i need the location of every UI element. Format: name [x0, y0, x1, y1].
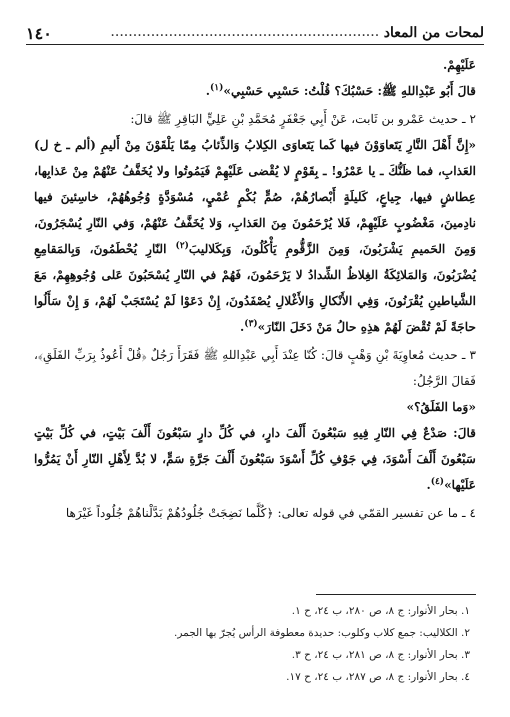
paragraph-2 [34, 78, 476, 104]
footnote-3: ٣. بحار الأنوار: ج ٨، ص ٢٨١، ب ٢٤، ح ٣. [291, 649, 470, 661]
hadith-2-end: . [240, 320, 245, 334]
footnote-rule [316, 594, 476, 595]
footnote-ref-3: (٣) [244, 318, 258, 329]
header-dot-leader: ............................................................ [110, 27, 380, 39]
hadith-3-intro: ٣ ـ حديث مُعاوِيَةَ بْنِ وَهْبٍ قالَ: كُنّا عِنْدَ أَبِي عَبْدِاللهِ ﷺ فَقَرَأَ رَجُلٌ ﴿قُلْ أَعُوذُ بِرَبِّ الفَلَقِ﴾، فَقالَ الرَّجُلُ: [34, 348, 476, 388]
hadith-2-intro: ٢ ـ حديث عَمْرو بن ثَابت، عَنْ أَبِي جَعْفَرٍ مُحَمَّدِ بْنِ عَلِيٍّ البَاقِرِ ﷺ قالَ: [130, 112, 476, 126]
hadith-3-answer [34, 420, 476, 498]
footnote-4: ٤. بحار الأنوار: ج ٨، ص ٢٨٧، ب ٢٤، ح ١٧. [286, 671, 470, 683]
paragraph-2-text: قالَ أَبُو عَبْدِاللهِ ﷺ: حَسْبُكَ؟ قُلْتُ: حَسْبِي حَسْبِي» [223, 84, 476, 98]
header-rule [26, 44, 484, 45]
main-text [34, 52, 476, 526]
running-header [26, 22, 484, 44]
hadith-3-answer-text: قالَ: صَدْعٌ فِي النّارِ فِيهِ سَبْعُونَ أَلْفَ دارٍ، في كُلِّ دارٍ سَبْعُونَ أَلْفَ بَيْتٍ، في كُلِّ بَيْتٍ سَبْعُونَ أَلْفَ أَسْوَدَ، فِي جَوْفِ كُلِّ أَسْوَدَ سَبْعُونَ أَلْفَ جَرَّةِ سَمٍّ، لا بُدَّ لِأَهْلِ النّارِ أَنْ يَمُرُّوا عَلَيْها» [34, 426, 476, 492]
footnotes [34, 600, 470, 688]
paragraph-1: عَلَيْهِمْ. [443, 58, 476, 72]
hadith-2-text-a: «إِنَّ أَهْلَ النَّارِ يَتَعاوَوْنَ فيها كَما يَتَعاوَى الكِلابُ وَالذِّئابُ مِمّا يَلْقَوْنَ مِنْ أَليمِ (ألم ـ خ ل) العَذابِ، فما ظَنُّكَ ـ يا عَمْرُو! ـ بِقَوْمٍ لا يُقْضى عَلَيْهِمْ فَيَمُوتُوا ولا يُخَفَّفُ عَنْهُمْ مِنْ عَذابِها، عِطاشٍ فيها، جِياعٍ، كَليلَةٍ أَبْصارُهُمْ، صُمٍّ بُكْمٍ عُمْيٍ، مُسْوَدَّةٍ وُجُوهُهُمْ، خاسِئينَ فيها نادِمينَ، مَغْضُوبٍ عَلَيْهِمْ، فَلا يُرْحَمُونَ مِنَ العَذابِ، وَلا يُخَفَّفُ عَنْهُمْ، وَفي النّارِ يُسْجَرُونَ، وَمِنَ الحَميمِ يَشْرَبُونَ، وَمِنَ الزَّقُّومِ يَأْكُلُونَ، وَبِكَلاليبَ [34, 138, 476, 256]
page-number: ١٤٠ [26, 23, 52, 43]
footnote-ref-4: (٤) [430, 476, 445, 487]
hadith-4-intro: ٤ ـ ما عن تفسير القمّي في قوله تعالى: ﴿كُلَّما نَضِجَتْ جُلُودُهُمْ بَدَّلْناهُمْ جُلُوداً غَيْرَها [65, 506, 476, 520]
hadith-2-text-b: النّارِ يُحْطَمُونَ، وَبِالمَقامِعِ يُضْرَبُونَ، وَالمَلائِكَةُ الغِلاظُ الشِّدادُ لا يَرْحَمُونَ، فَهُمْ في النّارِ يُسْحَبُونَ عَلى وُجُوهِهِمْ، مَعَ الشَّياطينِ يُقْرَنُونَ، وَفِي الأَنْكالِ وَالأَغْلالِ يُصْفَدُونَ، إِنْ دَعَوْا لَمْ يُسْتَجَبْ لَهُمْ، وَ إِنْ سَأَلُوا حاجَةً لَمْ تُقْضَ لَهُمْ هذِهِ حالُ مَنْ دَخَلَ النّارَ» [34, 242, 476, 334]
paragraph-2-end: . [205, 84, 210, 98]
footnote-2: ٢. الكلاليب: جمع كلاب وكلوب: حديدة معطوفة الرأس يُجرّ بها الجمر. [174, 627, 470, 639]
footnote-1: ١. بحار الأنوار: ج ٨، ص ٢٨٠، ب ٢٤، ح ١. [291, 605, 470, 617]
book-title: لمحات من المعاد [383, 25, 484, 41]
hadith-2-text [34, 132, 476, 340]
hadith-3-end: . [426, 478, 431, 492]
hadith-3-question: «وَما الفَلَقُ؟» [406, 400, 476, 414]
footnote-ref-2: (٢) [175, 240, 189, 251]
footnote-ref-1: (١) [209, 82, 224, 93]
